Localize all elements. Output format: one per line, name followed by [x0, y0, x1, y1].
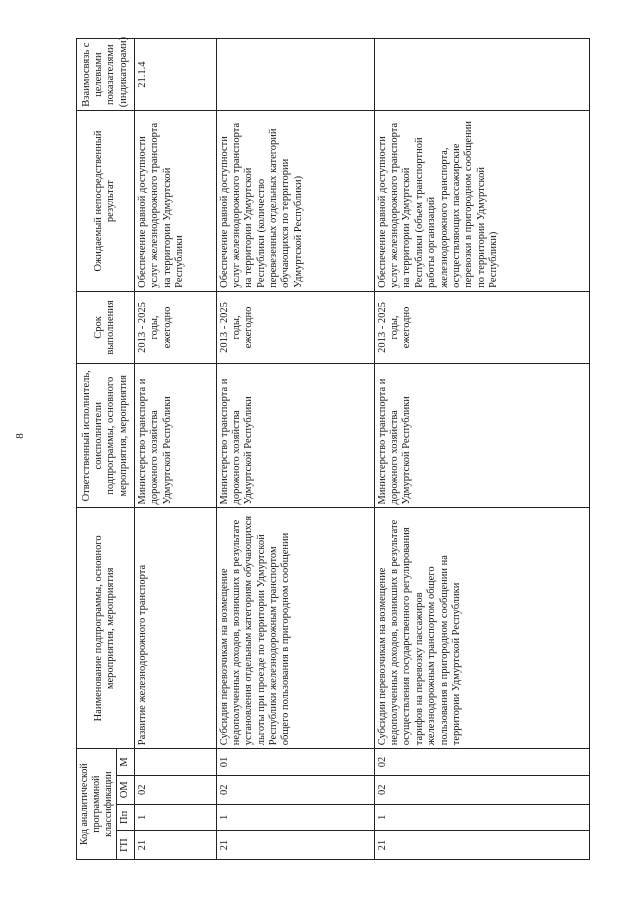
cell-responsible: Министерство транспорта и дорожного хозяйства Удмуртской Республики [216, 364, 374, 508]
cell-result: Обеспечение равной доступности услуг железнодорожного транспорта на территории Удмуртской Республики (количество перевезенных отдельных категорий обучающихся по территории Удмуртской Республики) [216, 111, 374, 292]
cell-term: 2013 - 2025 годы, ежегодно [374, 291, 589, 363]
cell-name: Субсидии перевозчикам на возмещение недополученных доходов, возникших в результате осуществления государственного регулирования тарифов на перевозку пассажиров железнодорожным транспортом общего пользования в пригородном сообщении на территории Удмуртской Республики [374, 508, 589, 749]
cell-pp: 1 [374, 804, 589, 830]
header-responsible: Ответственный исполнитель, соисполнители подпрограммы, основного мероприятия, мероприятия [77, 364, 135, 508]
header-term: Срок выполнения [77, 291, 135, 363]
cell-result: Обеспечение равной доступности услуг железнодорожного транспорта на территории Удмуртской Республики [134, 111, 216, 292]
program-table [76, 38, 590, 860]
document-table-area [76, 38, 590, 860]
cell-om: 02 [134, 775, 216, 804]
cell-pp: 1 [134, 804, 216, 830]
table-row [216, 39, 374, 860]
cell-link: 21.1.4 [134, 39, 216, 111]
cell-responsible: Министерство транспорта и дорожного хозяйства Удмуртской Республики [374, 364, 589, 508]
header-name: Наименование подпрограммы, основного мероприятия, мероприятия [77, 508, 135, 749]
header-m: М [117, 749, 134, 776]
header-pp: Пп [117, 804, 134, 830]
table-row [134, 39, 216, 860]
cell-link [374, 39, 589, 111]
header-gp: ГП [117, 831, 134, 860]
cell-gp: 21 [216, 831, 374, 860]
cell-pp: 1 [216, 804, 374, 830]
cell-name: Субсидия перевозчикам на возмещение недополученных доходов, возникших в результате установления отдельным категориям обучающихся льготы при проезде по территории Удмуртской Республики железнодорожным транспортом общего пользования в пригородном сообщении [216, 508, 374, 749]
page-number: 8 [14, 433, 26, 439]
cell-om: 02 [374, 775, 589, 804]
cell-gp: 21 [374, 831, 589, 860]
cell-term: 2013 - 2025 годы, ежегодно [134, 291, 216, 363]
cell-term: 2013 - 2025 годы, ежегодно [216, 291, 374, 363]
cell-result: Обеспечение равной доступности услуг железнодорожного транспорта на территории Удмуртской Республики (объем транспортной работы организаций железнодорожного транспорта, осуществляющих пассажирские перевозки в пригородном сообщении по территории Удмуртской Республики) [374, 111, 589, 292]
cell-name: Развитие железнодорожного транспорта [134, 508, 216, 749]
header-result: Ожидаемый непосредственный результат [77, 111, 135, 292]
cell-om: 02 [216, 775, 374, 804]
cell-gp: 21 [134, 831, 216, 860]
rotated-table-wrapper [76, 38, 590, 860]
header-code-group: Код аналитической программной классификации [77, 749, 117, 860]
cell-m: 02 [374, 749, 589, 776]
table-row [374, 39, 589, 860]
header-om: ОМ [117, 775, 134, 804]
cell-m [134, 749, 216, 776]
cell-link [216, 39, 374, 111]
cell-responsible: Министерство транспорта и дорожного хозяйства Удмуртской Республики [134, 364, 216, 508]
cell-m: 01 [216, 749, 374, 776]
header-link: Взаимосвязь с целевыми показателями (индикаторами) [77, 39, 135, 111]
